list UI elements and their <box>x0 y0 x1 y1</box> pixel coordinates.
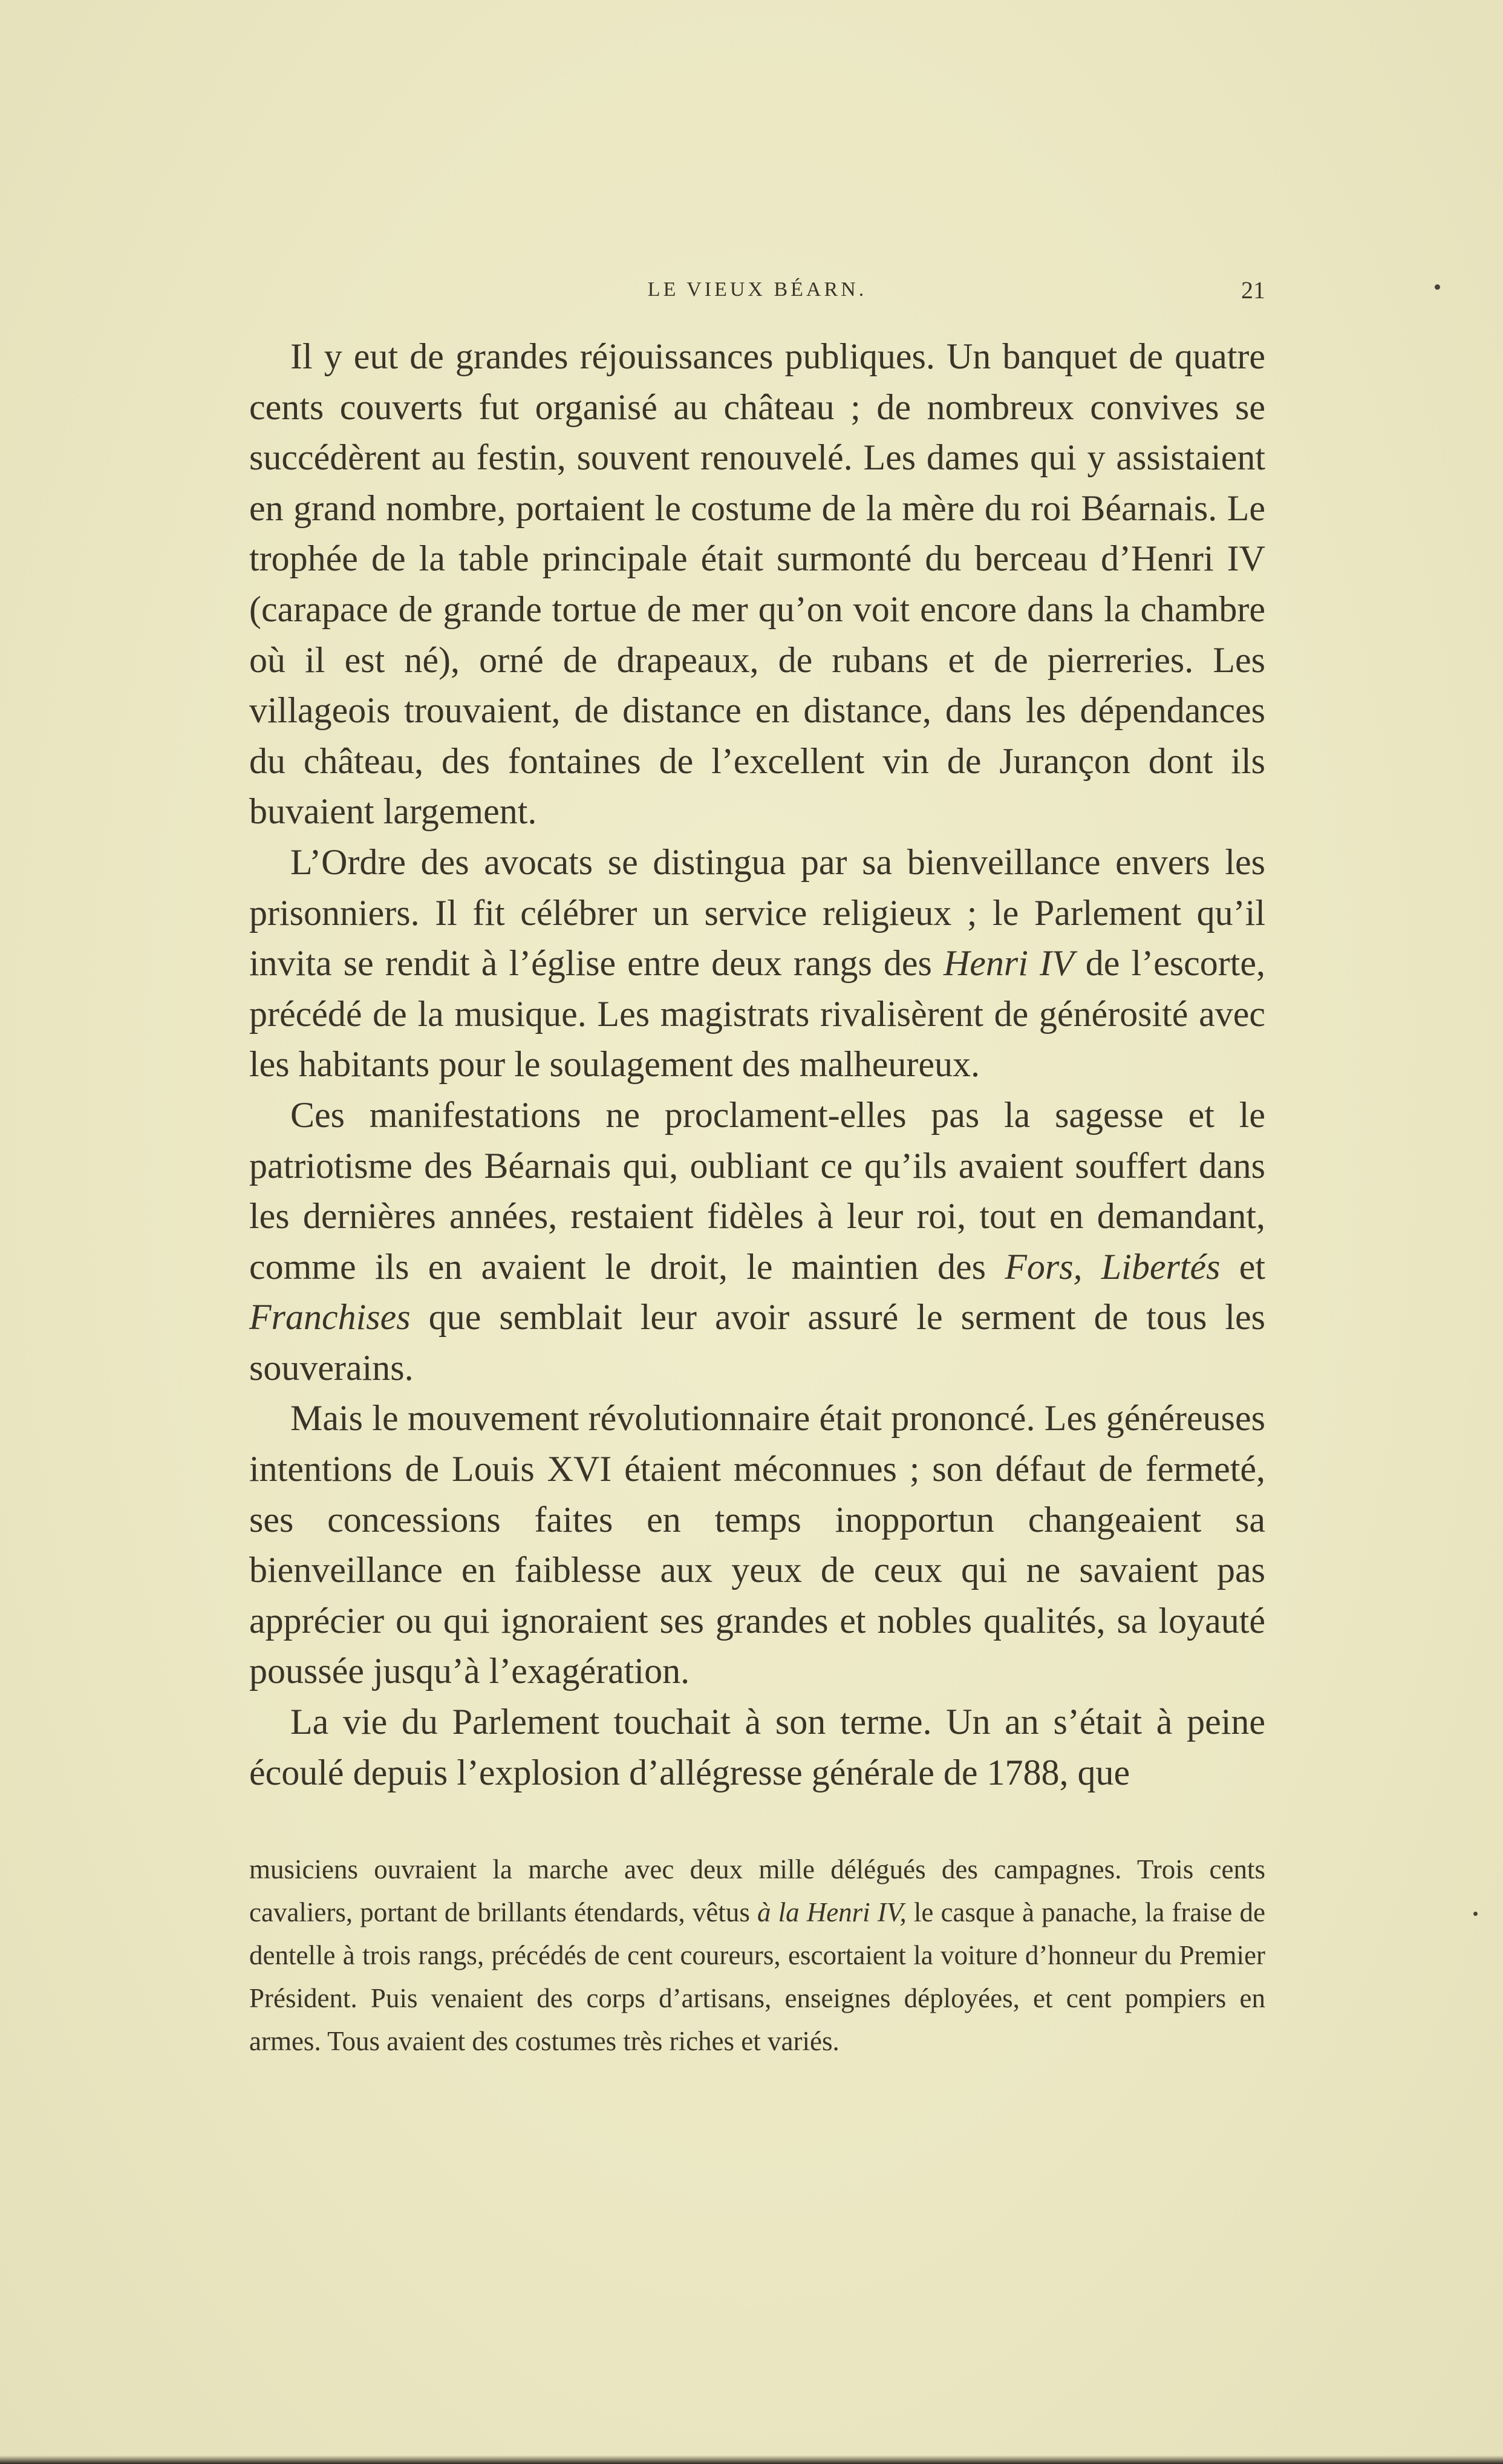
footnote-italic: à la Henri IV, <box>757 1897 907 1927</box>
paragraph-3-text-b: que semblait leur avoir assuré le serment de tous les souverains. <box>249 1297 1265 1388</box>
paragraph-5-text: La vie du Parlement touchait à son terme. Un an s’était à peine écoulé depuis l’explosion d’allégresse générale de 1788, que <box>249 1702 1265 1792</box>
paragraph-1 <box>249 332 1265 837</box>
running-head <box>249 273 1265 310</box>
footnote-text-b: le casque à panache, la fraise de dentelle à trois rangs, précédés de cent coureurs, escortaient la voiture d’honneur du Premier Président. Puis venaient des corps d’artisans, enseignes déployées, et cent pompiers en armes. Tous avaient des costumes très riches et variés. <box>249 1897 1265 2056</box>
paragraph-5 <box>249 1697 1265 1798</box>
footnote-paragraph <box>249 1848 1265 2063</box>
paragraph-4-text: Mais le mouvement révolutionnaire était prononcé. Les généreuses intentions de Louis XVI étaient méconnues ; son défaut de fermeté, ses concessions faites en temps inopportun changeaient sa bienveillance en faiblesse aux yeux de ceux qui ne savaient pas apprécier ou qui ignoraient ses grandes et nobles qualités, sa loyauté poussée jusqu’à l’exagération. <box>249 1398 1265 1691</box>
main-text <box>249 332 1265 1798</box>
paragraph-2-text-a: L’Ordre des avocats se distingua par sa bienveillance envers les prisonniers. Il fit célébrer un service religieux ; le Parlement qu’il invita se rendit à l’église entre deux rangs des <box>249 841 1265 984</box>
paragraph-1-text: Il y eut de grandes réjouissances publiques. Un banquet de quatre cents couverts fut organisé au château ; de nombreux convives se succédèrent au festin, souvent renouvelé. Les dames qui y assistaient en grand nombre, portaient le costume de la mère du roi Béarnais. Le trophée de la table principale était surmonté du berceau d’Henri IV (carapace de grande tortue de mer qu’on voit encore dans la chambre où il est né), orné de drapeaux, de rubans et de pierreries. Les villageois trouvaient, de distance en distance, dans les dépendances du château, des fontaines de l’excellent vin de Jurançon dont ils buvaient largement. <box>249 336 1265 832</box>
italic-franchises: Franchises <box>249 1297 411 1338</box>
running-title: LE VIEUX BÉARN. <box>647 278 867 301</box>
paragraph-3-conjunction: et <box>1239 1246 1266 1287</box>
italic-henri-iv: Henri IV <box>943 943 1074 984</box>
footnote-text-a: musiciens ouvraient la marche avec deux mille délégués des campagnes. Trois cents cavaliers, portant de brillants étendards, vêtus <box>249 1854 1265 1927</box>
footnote <box>249 1848 1265 2063</box>
paragraph-3 <box>249 1090 1265 1394</box>
page-number: 21 <box>1241 276 1265 304</box>
ink-speck <box>1473 1912 1478 1916</box>
page-bottom-edge <box>0 2456 1503 2464</box>
ink-speck <box>1435 284 1440 290</box>
paragraph-2-text-b: de l’escorte, précédé de la musique. Les magistrats rivalisèrent de générosité avec les habitants pour le soulagement des malheureux. <box>249 943 1265 1085</box>
paragraph-2 <box>249 837 1265 1090</box>
paragraph-4 <box>249 1393 1265 1697</box>
italic-fors-libertes: Fors, Libertés <box>1005 1246 1221 1287</box>
paragraph-3-text-a: Ces manifestations ne proclament-elles pas la sagesse et le patriotisme des Béarnais qui, oubliant ce qu’ils avaient souffert dans les dernières années, restaient fidèles à leur roi, tout en demandant, comme ils en avaient le droit, le maintien des <box>249 1094 1265 1287</box>
